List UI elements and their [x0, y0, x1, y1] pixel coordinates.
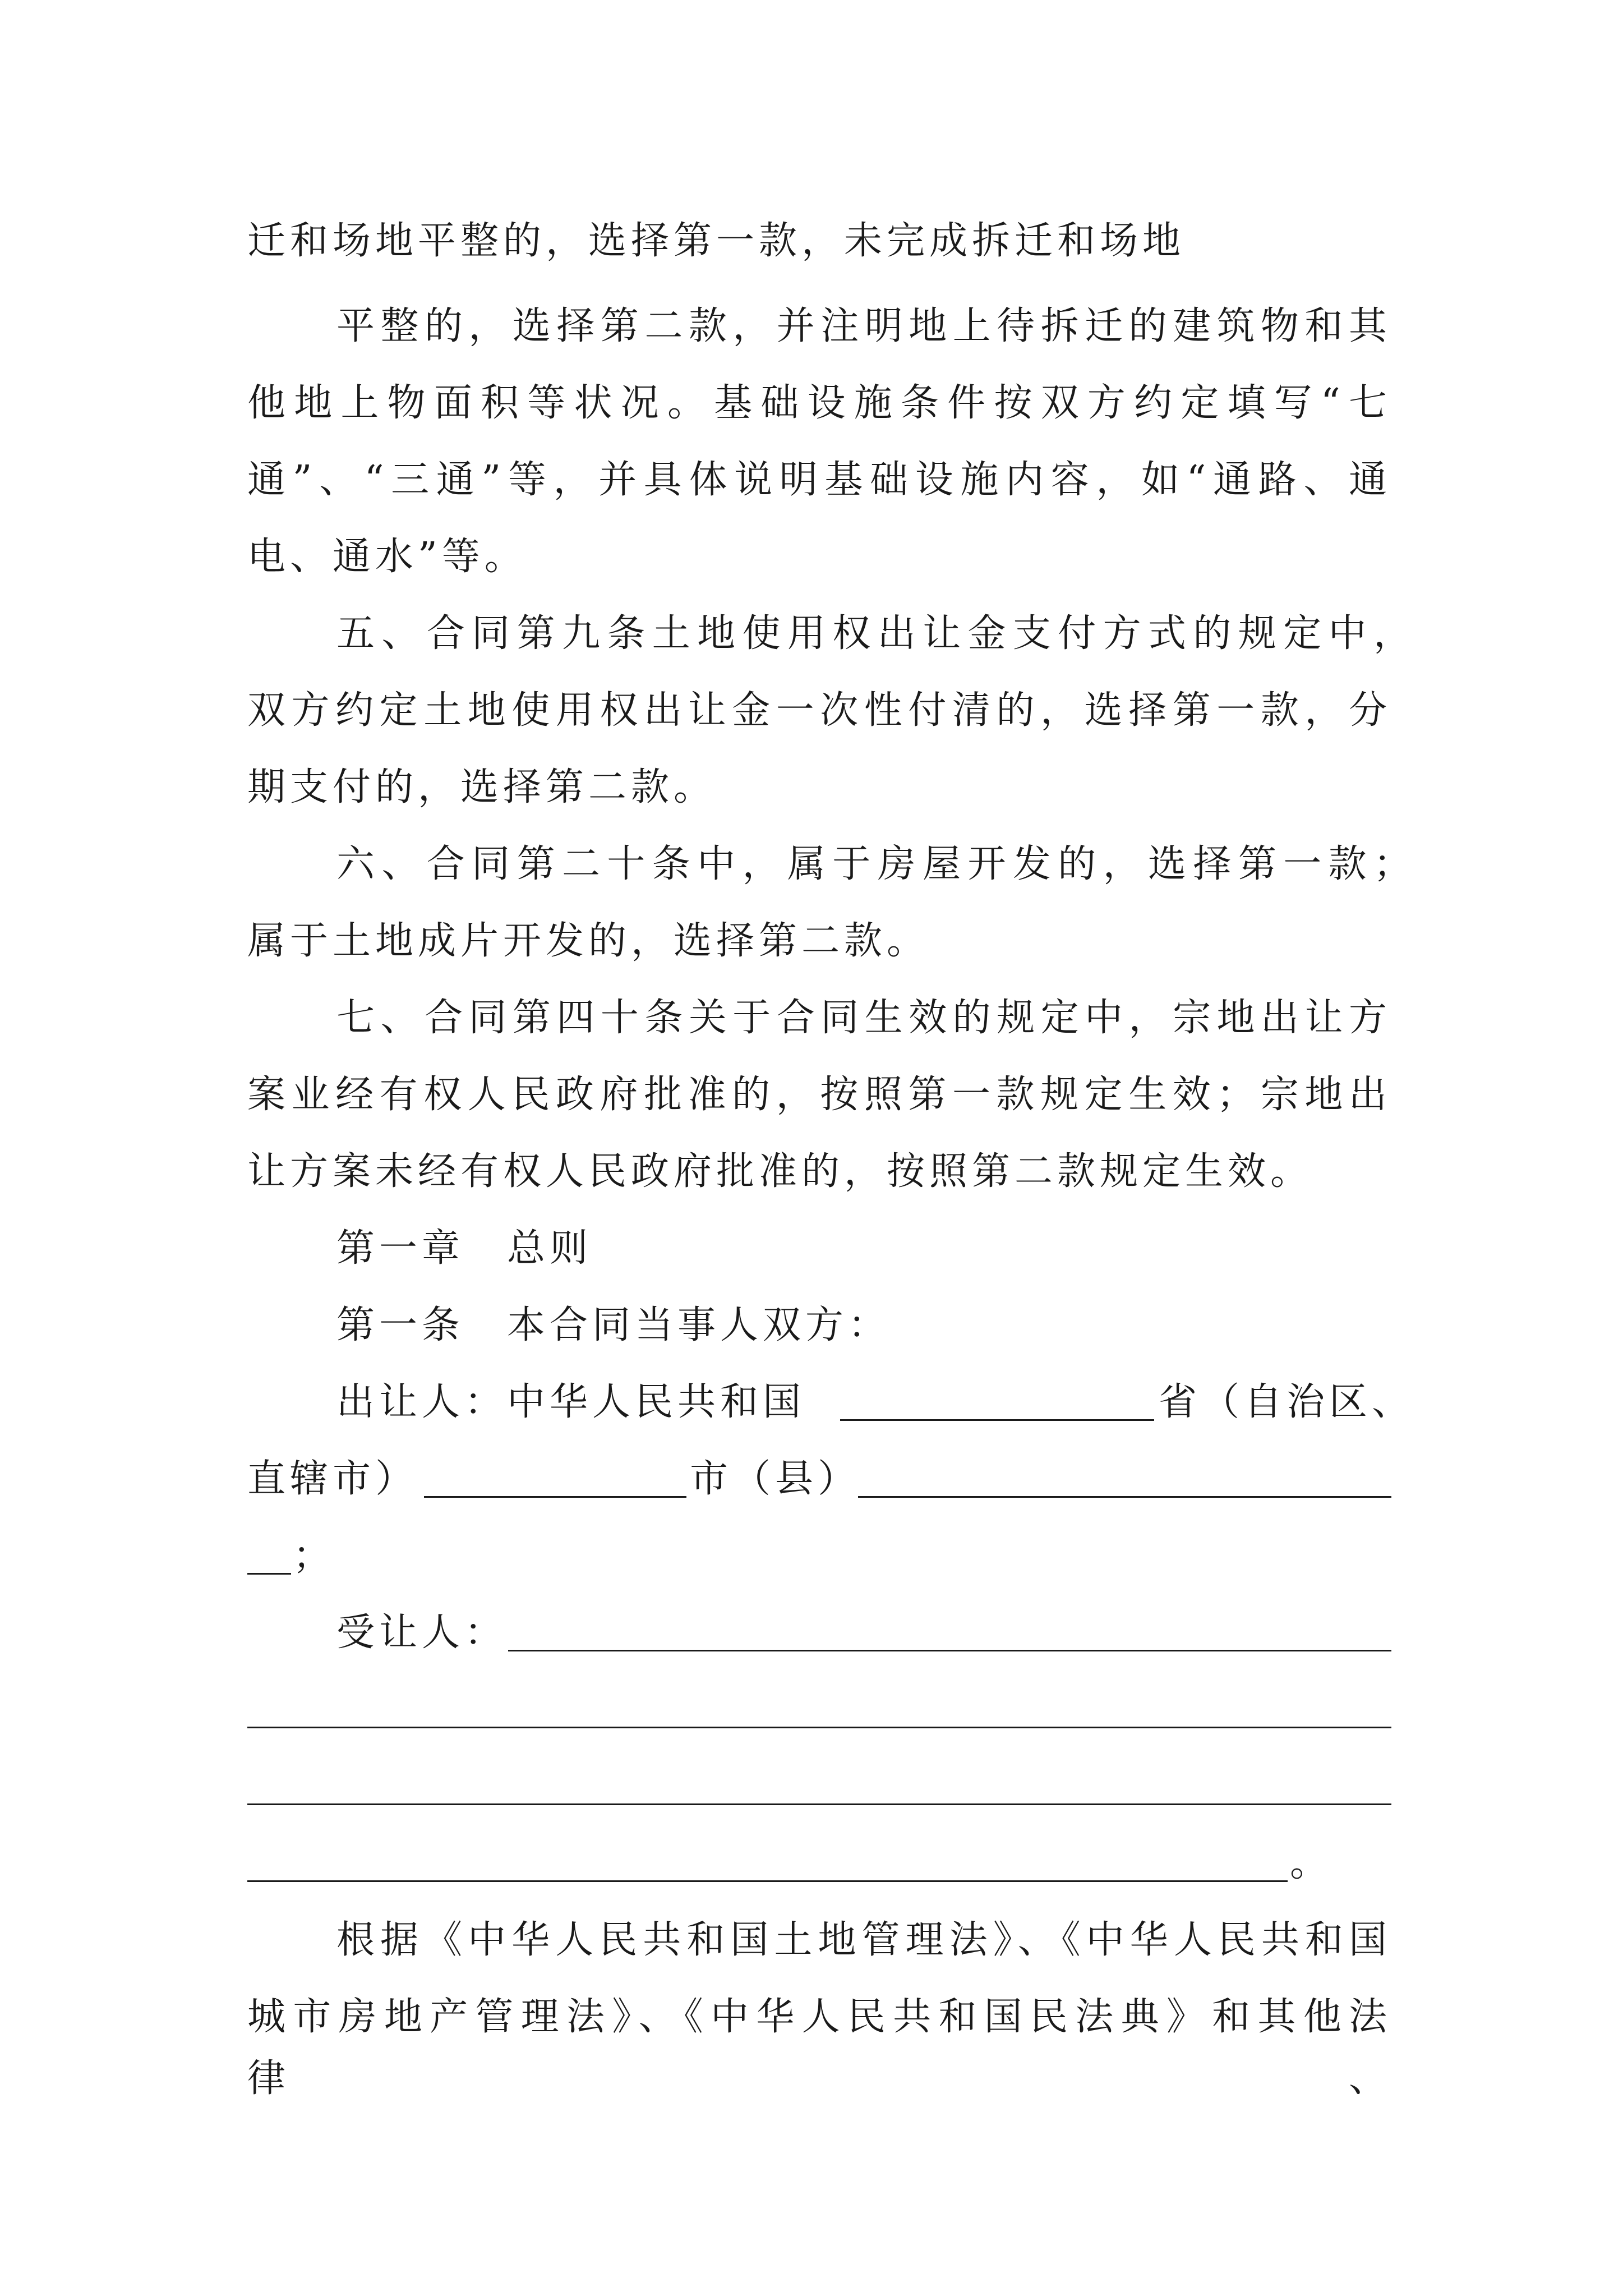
text-line: 电、通水”等。 — [247, 535, 527, 579]
province-suffix: 省（自治区、 — [1159, 1380, 1415, 1424]
text-line: 通”、“三通”等，并具体说明基础设施内容，如“通路、通 — [247, 458, 1391, 502]
transferee-label: 受让人： — [336, 1611, 508, 1655]
text-line: 期支付的，选择第二款。 — [247, 765, 717, 809]
transferee-blank-4[interactable] — [247, 1880, 1288, 1882]
text-line: 双方约定土地使用权出让金一次性付清的，选择第一款，分 — [247, 688, 1391, 733]
municipality-prefix: 直辖市） — [247, 1457, 418, 1501]
text-line: 属于土地成片开发的，选择第二款。 — [247, 919, 930, 963]
text-line: 六、合同第二十条中，属于房屋开发的，选择第一款； — [336, 842, 1416, 886]
transferee-blank-3[interactable] — [247, 1803, 1391, 1805]
text-line: 根据《中华人民共和国土地管理法》、《中华人民共和国 — [336, 1918, 1391, 1962]
text-line: 七、合同第四十条关于合同生效的规定中，宗地出让方 — [336, 996, 1391, 1040]
transferee-end: 。 — [1290, 1841, 1333, 1885]
transferee-blank[interactable] — [508, 1650, 1391, 1651]
city-blank[interactable] — [858, 1496, 1391, 1498]
text-line: 他地上物面积等状况。基础设施条件按双方约定填写“七 — [247, 381, 1391, 425]
province-blank[interactable] — [840, 1419, 1154, 1421]
text-line: 五、合同第九条土地使用权出让金支付方式的规定中， — [336, 611, 1416, 656]
text-line: 城市房地产管理法》、《中华人民共和国民法典》和其他法律、 — [247, 1995, 1391, 2101]
city-blank-continued[interactable] — [247, 1573, 291, 1575]
text-line: 迁和场地平整的，选择第一款，未完成拆迁和场地 — [247, 219, 1186, 263]
transferee-blank-2[interactable] — [247, 1727, 1391, 1728]
transferor-label: 出让人：中华人民共和国 — [336, 1380, 806, 1424]
transferor-end: ； — [293, 1534, 336, 1578]
text-line: 平整的，选择第二款，并注明地上待拆迁的建筑物和其 — [336, 304, 1391, 348]
municipality-blank[interactable] — [424, 1496, 686, 1498]
text-line: 案业经有权人民政府批准的，按照第一款规定生效；宗地出 — [247, 1073, 1391, 1117]
text-line: 让方案未经有权人民政府批准的，按照第二款规定生效。 — [247, 1149, 1313, 1194]
city-suffix: 市（县） — [690, 1457, 861, 1501]
chapter-heading: 第一章 总则 — [336, 1226, 593, 1271]
article-heading: 第一条 本合同当事人双方： — [336, 1303, 891, 1347]
